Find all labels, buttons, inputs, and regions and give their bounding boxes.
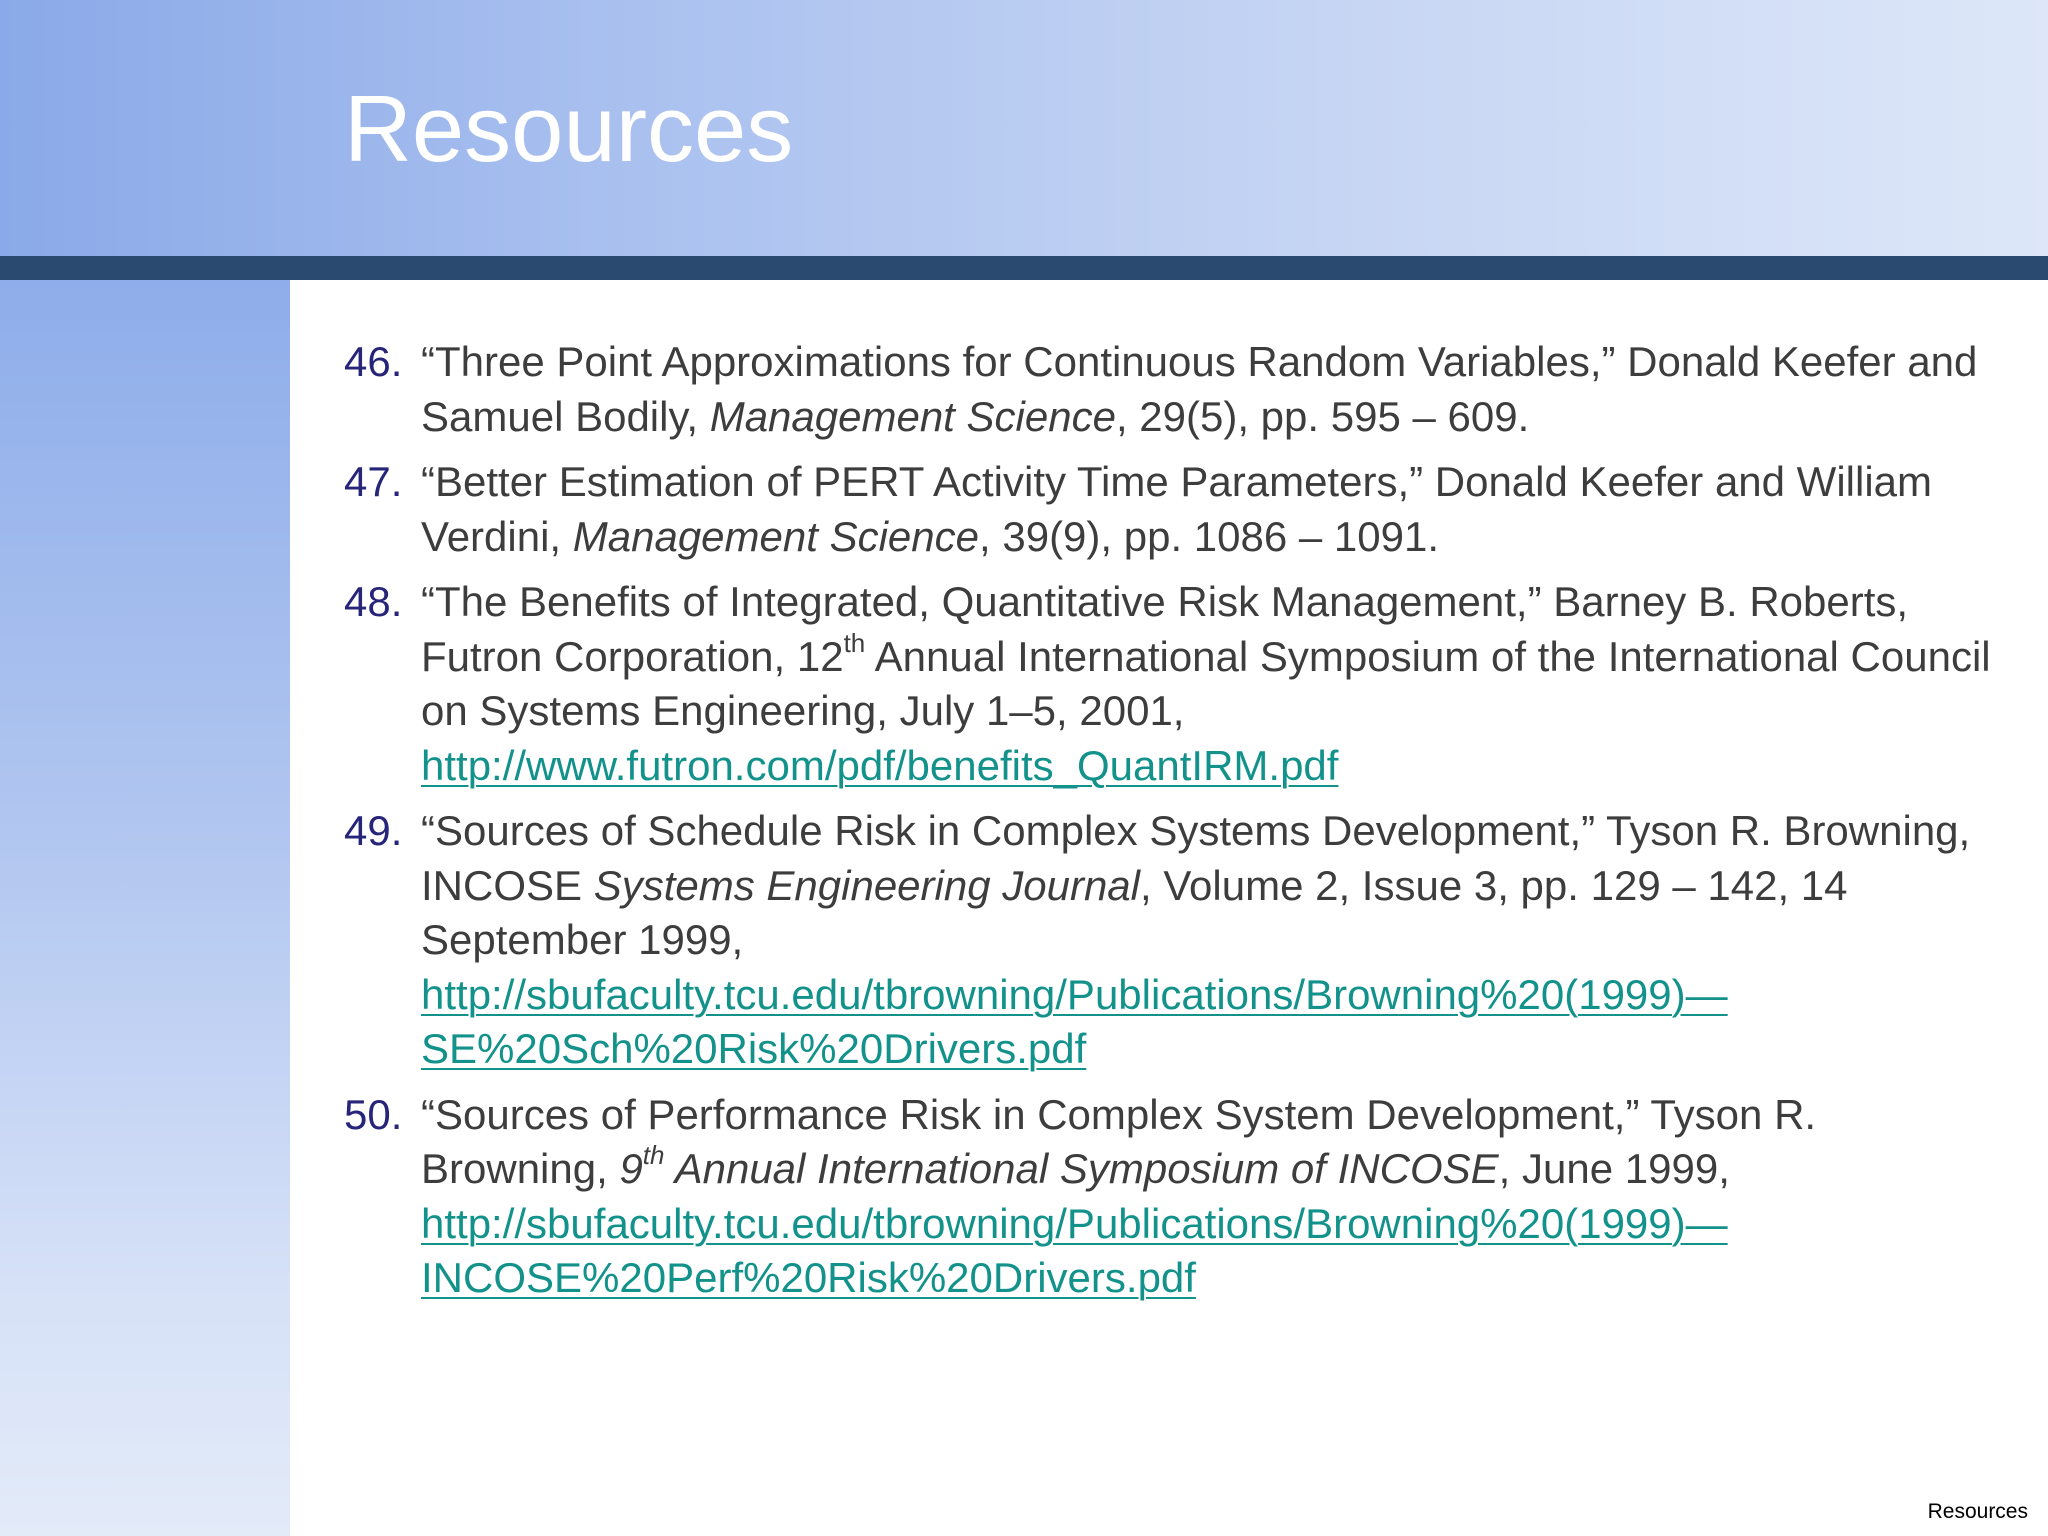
slide-title: Resources bbox=[344, 76, 794, 181]
slide-footer: Resources bbox=[1927, 1500, 2028, 1523]
reference-link-line-1[interactable]: http://sbufaculty.tcu.edu/tbrowning/Publications/Browning%20(1999)— bbox=[421, 970, 1728, 1018]
reference-item-49 bbox=[344, 804, 2004, 1077]
reference-journal: Management Science bbox=[709, 392, 1116, 440]
ordinal-suffix: th bbox=[642, 1140, 665, 1170]
reference-link[interactable] bbox=[421, 1197, 2004, 1306]
reference-journal: Management Science bbox=[572, 512, 980, 560]
reference-details: , 29(5), pp. 595 – 609. bbox=[1115, 392, 1530, 440]
reference-text bbox=[421, 455, 2004, 564]
reference-details: , 39(9), pp. 1086 – 1091. bbox=[979, 512, 1440, 560]
side-band bbox=[0, 280, 290, 1536]
reference-item-46 bbox=[344, 335, 2004, 444]
references-list bbox=[344, 335, 2004, 1317]
reference-number: 46. bbox=[344, 338, 403, 385]
header-divider bbox=[0, 256, 2048, 280]
reference-number: 47. bbox=[344, 458, 403, 505]
reference-link-line-2[interactable]: SE%20Sch%20Risk%20Drivers.pdf bbox=[421, 1025, 1087, 1072]
reference-text bbox=[421, 335, 2004, 444]
event-name: Annual International Symposium of INCOSE bbox=[664, 1145, 1499, 1192]
reference-text bbox=[421, 575, 2004, 739]
reference-event bbox=[619, 1140, 1499, 1192]
reference-details: , June 1999, bbox=[1498, 1145, 1730, 1192]
reference-citation: “Better Estimation of PERT Activity Time Parameters,” Donald Keefer and William Verdini, bbox=[421, 458, 1932, 560]
reference-citation: “Sources of Schedule Risk in Complex Systems Development,” Tyson R. Browning, INCOSE bbox=[421, 807, 1971, 909]
reference-number: 50. bbox=[344, 1090, 403, 1138]
ordinal-suffix: th bbox=[843, 627, 866, 658]
reference-details: Annual International Symposium of the International Council on Systems Engineering, July 1–5, 2001, bbox=[421, 632, 1991, 734]
reference-journal: Systems Engineering Journal bbox=[593, 861, 1140, 909]
reference-text bbox=[421, 1088, 2004, 1197]
reference-citation: “Three Point Approximations for Continuous Random Variables,” Donald Keefer and Samuel Bodily, bbox=[421, 338, 1978, 440]
reference-citation: “The Benefits of Integrated, Quantitative Risk Management,” Barney B. Roberts, Futron Corporation, 12 bbox=[421, 578, 1909, 680]
reference-item-50 bbox=[344, 1088, 2004, 1306]
reference-citation: “Sources of Performance Risk in Complex System Development,” Tyson R. Browning, bbox=[421, 1090, 1817, 1192]
reference-details: , Volume 2, Issue 3, pp. 129 – 142, 14 September 1999, bbox=[421, 861, 1848, 963]
event-ordinal: 9 bbox=[619, 1145, 643, 1192]
reference-item-47 bbox=[344, 455, 2004, 564]
reference-item-48 bbox=[344, 575, 2004, 793]
reference-link-line-1[interactable]: http://sbufaculty.tcu.edu/tbrowning/Publications/Browning%20(1999)— bbox=[421, 1199, 1728, 1247]
reference-number: 48. bbox=[344, 578, 403, 625]
reference-text bbox=[421, 804, 2004, 968]
reference-link[interactable]: http://www.futron.com/pdf/benefits_QuantIRM.pdf bbox=[421, 741, 1339, 789]
reference-link[interactable] bbox=[421, 968, 2004, 1077]
reference-number: 49. bbox=[344, 807, 403, 854]
header-band bbox=[0, 0, 2048, 256]
reference-link-line-2[interactable]: INCOSE%20Perf%20Risk%20Drivers.pdf bbox=[421, 1254, 1196, 1301]
